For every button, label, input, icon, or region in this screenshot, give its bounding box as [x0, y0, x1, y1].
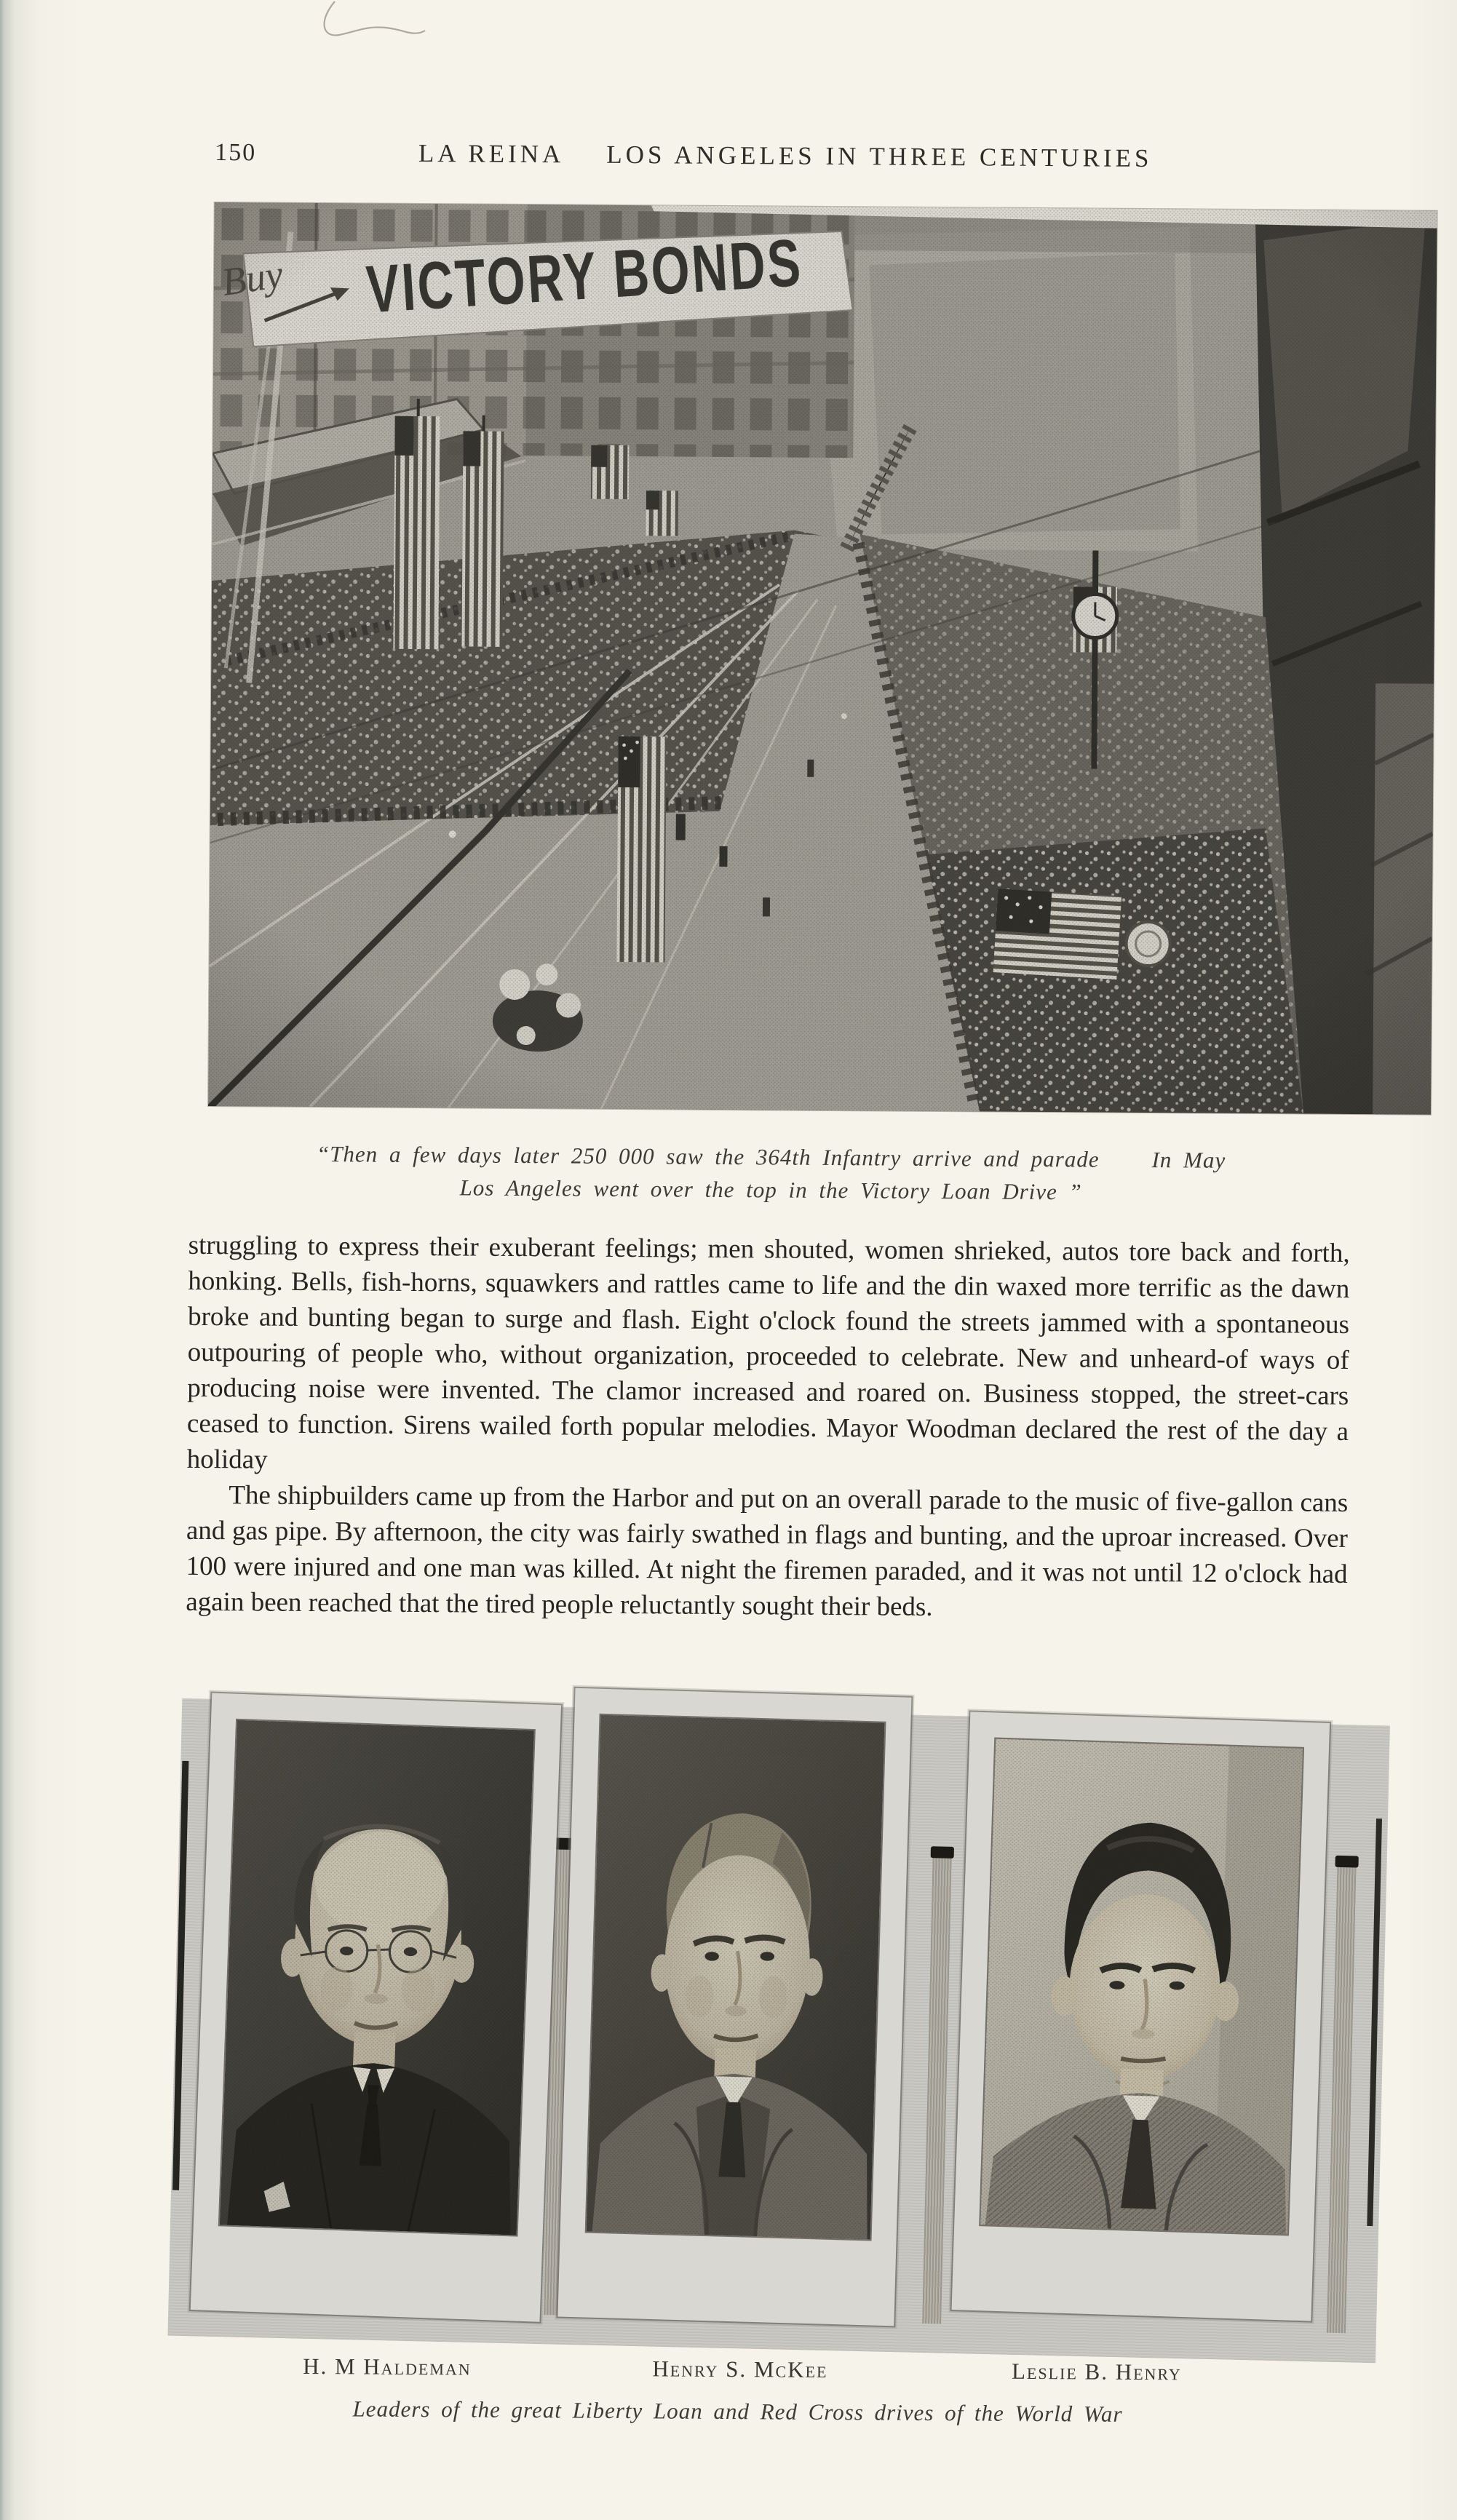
- portrait-group-caption: Leaders of the great Liberty Loan and Red Cross drives of the World War: [352, 2396, 1123, 2427]
- photo-caption-line1: “Then a few days later 250 000 saw the 364th Infantry arrive and parade: [316, 1141, 1100, 1172]
- portrait-name-henry: Leslie B. Henry: [1011, 2358, 1182, 2385]
- band-pillar: [922, 1858, 952, 2324]
- portrait-card-henry: [952, 1712, 1330, 2321]
- body-paragraph-1: struggling to express their exuberant feelings; men shouted, women shrieked, autos tore back and forth, honking. Bells, fish-horns, squawkers and rattles came to life and the din waxed more terrific as the dawn broke and bunting began to surge and flash. Eight o'clock found the streets jammed with a spontaneous outpouring of people who, without organization, proceeded to celebrate. New and unheard-of ways of producing noise were invented. The clamor increased and roared on. Business stopped, the street-cars ceased to function. Sirens wailed forth popular melodies. Mayor Woodman declared the rest of the day a holiday: [186, 1230, 1350, 1475]
- book-title-long: LOS ANGELES IN THREE CENTURIES: [606, 140, 1153, 173]
- page-number: 150: [215, 139, 257, 167]
- band-right-edge: [1367, 1819, 1382, 2226]
- band-pillar: [1327, 1867, 1357, 2333]
- portrait-card-haldeman: [191, 1693, 561, 2322]
- portrait-photo-haldeman: [220, 1720, 534, 2235]
- portrait-photo-frame: [220, 1720, 534, 2235]
- portrait-name-haldeman: H. M Haldeman: [303, 2353, 472, 2380]
- portrait-card-mckee: [557, 1688, 911, 2326]
- body-text: [186, 1228, 1350, 1628]
- photo-caption: [225, 1140, 1317, 1207]
- portrait-photo-henry: [980, 1739, 1303, 2235]
- running-head: [108, 137, 1457, 175]
- parade-photo-figure: [208, 202, 1437, 1115]
- band-left-edge: [172, 1761, 188, 2190]
- parade-photograph: [208, 202, 1437, 1115]
- photo-caption-line1-right: In May: [1151, 1147, 1226, 1173]
- book-title-short: LA REINA: [418, 138, 565, 169]
- portrait-photo-frame: [980, 1739, 1303, 2235]
- body-paragraph-2: The shipbuilders came up from the Harbor and put on an overall parade to the music of five-gallon cans and gas pipe. By afternoon, the city was fairly swathed in flags and bunting, and the uproar increased. Over 100 were injured and one man was killed. At night the firemen paraded, and it was not until 12 o'clock had again been reached that the tired people reluctantly sought their beds.: [186, 1480, 1349, 1622]
- portrait-photo-frame: [587, 1715, 885, 2240]
- portrait-name-mckee: Henry S. McKee: [652, 2356, 828, 2382]
- photo-caption-line2: Los Angeles went over the top in the Victory Loan Drive ”: [459, 1174, 1082, 1205]
- portrait-photo-mckee: [587, 1715, 885, 2240]
